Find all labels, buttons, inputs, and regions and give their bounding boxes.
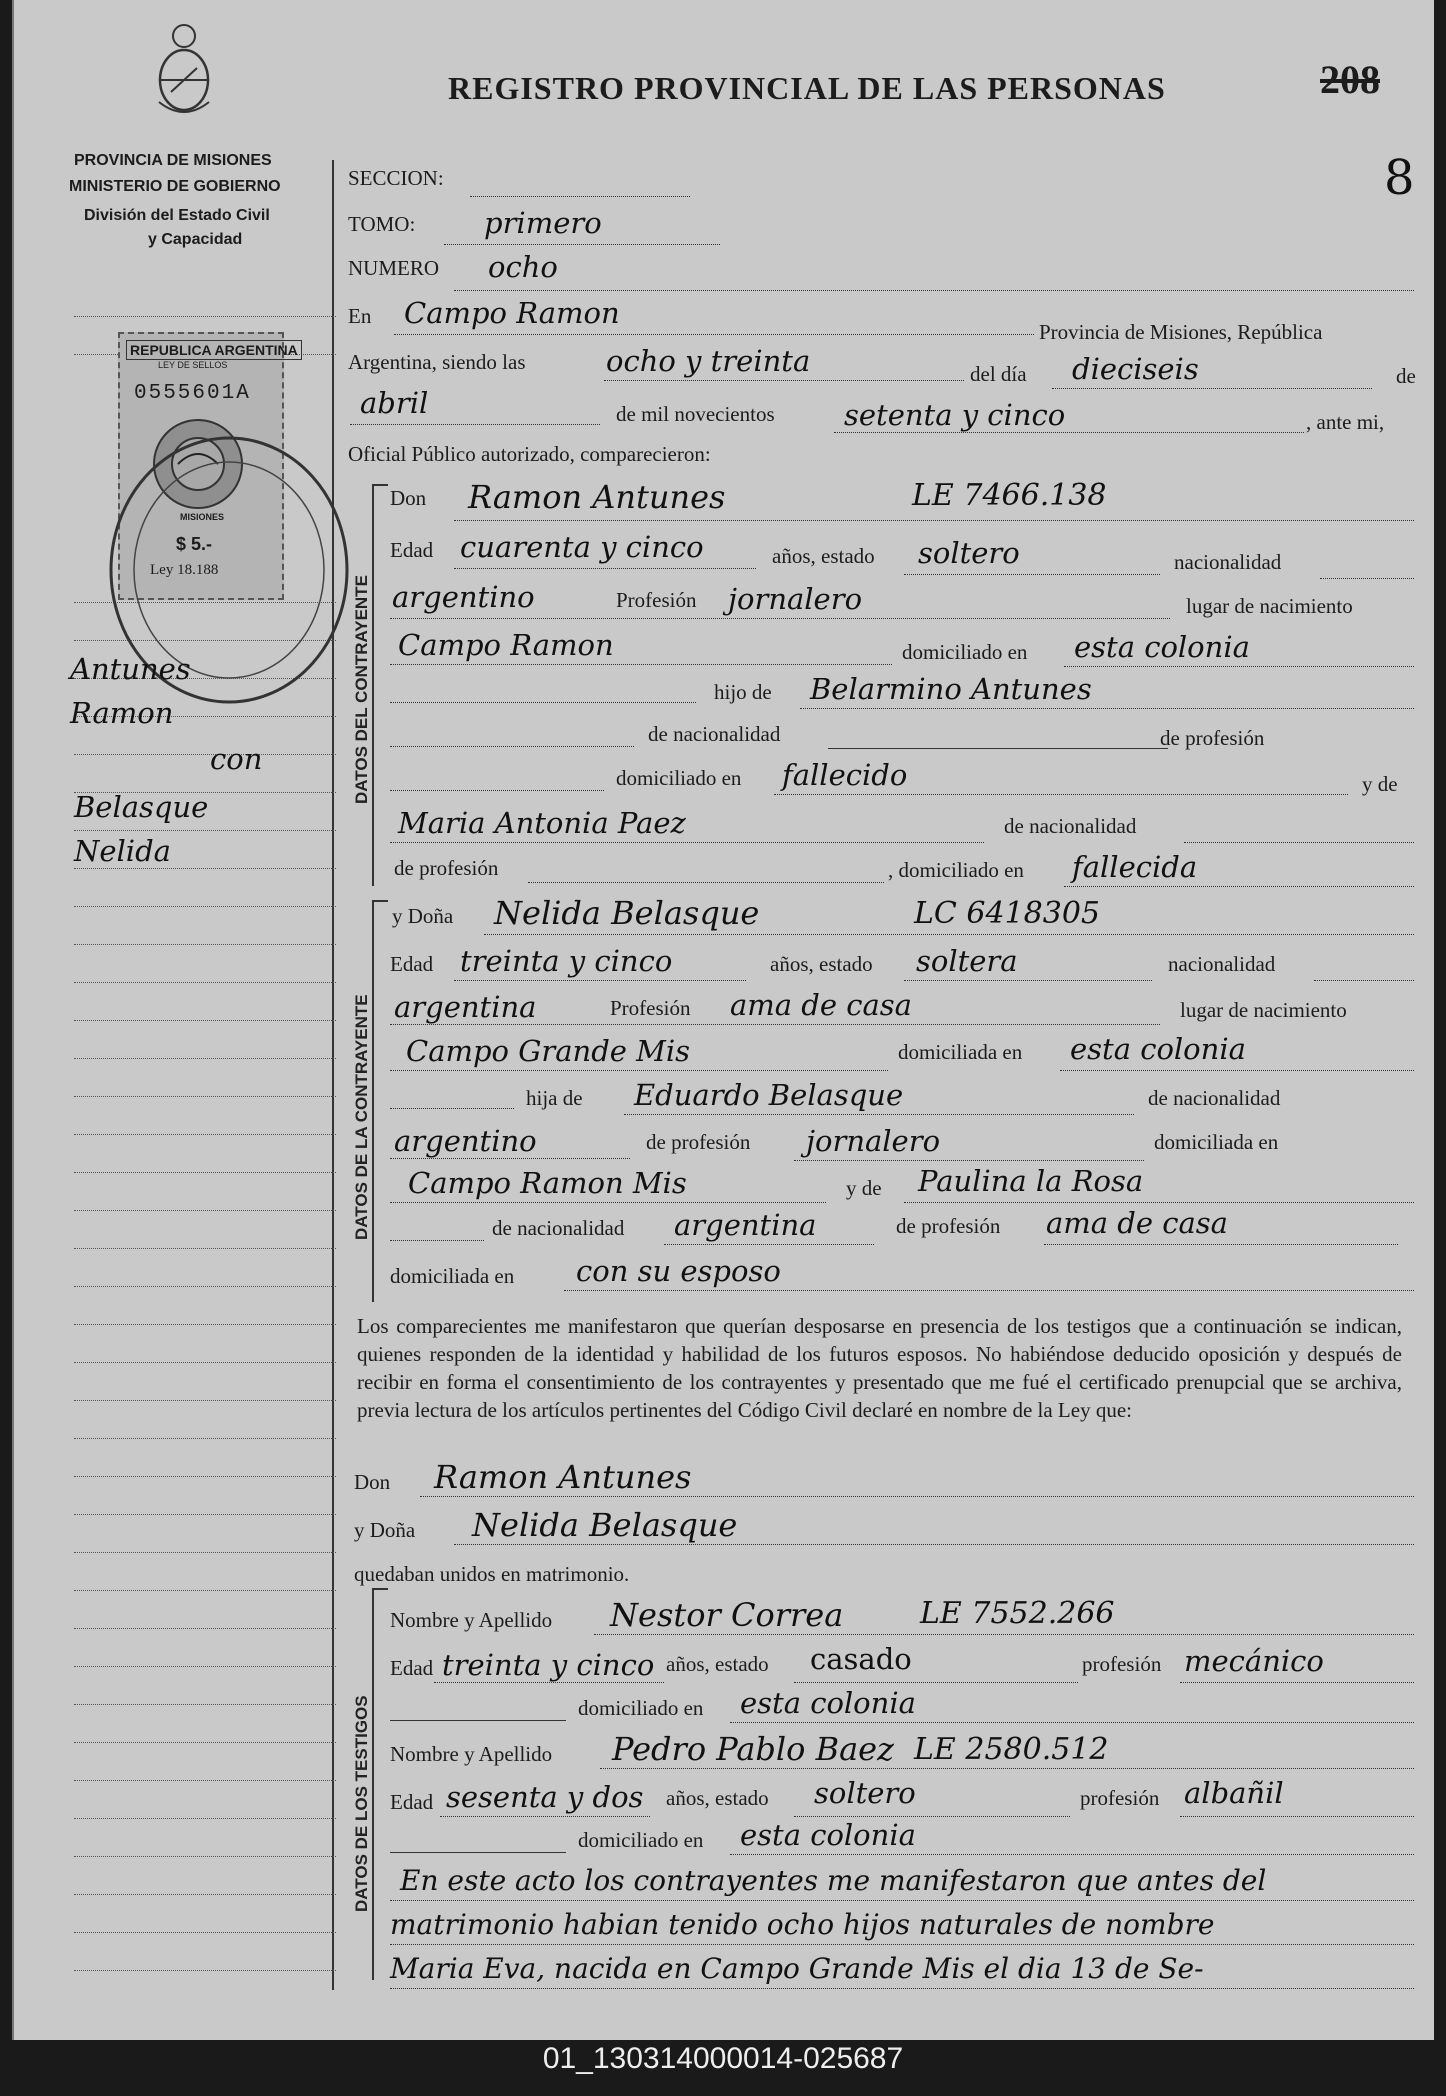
bride-lugar: Campo Grande Mis xyxy=(406,1034,691,1068)
de-label: de xyxy=(1396,364,1416,388)
bride-de-profesion2-label: de profesión xyxy=(896,1214,1001,1238)
numero-label: NUMERO xyxy=(348,256,440,280)
note-line-3: Maria Eva, nacida en Campo Grande Mis el dia 13 de Se- xyxy=(390,1952,1204,1985)
bride-padre: Eduardo Belasque xyxy=(634,1078,904,1112)
groom-de-profesion2-label: de profesión xyxy=(394,856,499,880)
ante-mi-label: , ante mi, xyxy=(1306,410,1385,434)
bride-lugar-label: lugar de nacimiento xyxy=(1180,998,1347,1022)
margin-note-line-1: Antunes xyxy=(70,652,191,686)
del-dia-label: del día xyxy=(970,362,1027,386)
groom-profesion-label: Profesión xyxy=(616,588,697,612)
bride-name: Nelida Belasque xyxy=(494,894,760,932)
union-dona-label: y Doña xyxy=(354,1518,416,1542)
groom-edad-label: Edad xyxy=(390,538,434,562)
folio-number: 8 xyxy=(1384,150,1415,206)
anio-value: setenta y cinco xyxy=(844,398,1066,432)
witness2-anos-estado-label: años, estado xyxy=(666,1786,769,1810)
section-label-testigos: DATOS DE LOS TESTIGOS xyxy=(352,1695,371,1912)
witness1-doc: LE 7552.266 xyxy=(920,1596,1115,1631)
bride-padre-domicilio: Campo Ramon Mis xyxy=(408,1166,687,1200)
groom-madre: Maria Antonia Paez xyxy=(398,806,686,840)
oficial-text: Oficial Público autorizado, comparecieron: xyxy=(348,442,711,466)
witness2-name: Pedro Pablo Baez xyxy=(612,1730,894,1768)
bride-edad: treinta y cinco xyxy=(460,944,673,978)
witness1-domicilio: esta colonia xyxy=(740,1686,916,1720)
bride-anos-estado-label: años, estado xyxy=(770,952,873,976)
bride-domiciliada-label: domiciliada en xyxy=(898,1040,1023,1064)
witness1-estado: casado xyxy=(810,1642,912,1676)
groom-y-de-label: y de xyxy=(1362,772,1398,796)
bride-domiciliada-en3-label: domiciliada en xyxy=(390,1264,515,1288)
groom-de-nacionalidad2-label: de nacionalidad xyxy=(1004,814,1137,838)
union-don-name: Ramon Antunes xyxy=(434,1458,692,1496)
org-line-1: PROVINCIA DE MISIONES xyxy=(74,152,272,169)
bride-profesion-label: Profesión xyxy=(610,996,691,1020)
witness2-domiciliado-label: domiciliado en xyxy=(578,1828,704,1852)
groom-de-nacionalidad-label: de nacionalidad xyxy=(648,722,781,746)
bride-madre-domicilio: con su esposo xyxy=(576,1254,781,1288)
section-label-contrayenta: DATOS DE LA CONTRAYENTE xyxy=(352,994,371,1240)
stamp-law: Ley 18.188 xyxy=(150,562,219,578)
struck-page-number: 208 xyxy=(1320,57,1380,102)
coat-of-arms-icon xyxy=(149,22,219,122)
bride-madre: Paulina la Rosa xyxy=(918,1164,1144,1198)
bride-nacionalidad-label: nacionalidad xyxy=(1168,952,1276,976)
groom-domiciliado-label: domiciliado en xyxy=(902,640,1028,664)
margin-note-line-2: Ramon xyxy=(70,696,174,730)
witness1-edad-label: Edad xyxy=(390,1656,434,1680)
province-text: Provincia de Misiones, República xyxy=(1039,320,1323,344)
bride-hija-label: hija de xyxy=(526,1086,583,1110)
stamp-sub-text: LEY DE SELLOS xyxy=(158,360,228,370)
margin-note-line-5: Nelida xyxy=(74,834,171,868)
witness1-nombre-label: Nombre y Apellido xyxy=(390,1608,553,1632)
groom-domicilio: esta colonia xyxy=(1074,630,1250,664)
groom-profesion: jornalero xyxy=(728,582,863,616)
witness2-edad: sesenta y dos xyxy=(446,1780,644,1814)
union-dona-name: Nelida Belasque xyxy=(472,1506,738,1544)
bride-de-nacionalidad2-label: de nacionalidad xyxy=(492,1216,625,1240)
margin-note-line-3: con xyxy=(210,742,263,776)
stamp-seal-word: MISIONES xyxy=(180,512,225,522)
groom-padre-domicilio: fallecido xyxy=(782,758,908,792)
union-quedaban-text: quedaban unidos en matrimonio. xyxy=(354,1562,630,1586)
note-line-2: matrimonio habian tenido ocho hijos naturales de nombre xyxy=(390,1908,1215,1941)
bride-doc: LC 6418305 xyxy=(914,896,1101,931)
mes-value: abril xyxy=(360,386,429,420)
bride-nacionalidad: argentina xyxy=(394,990,537,1024)
bride-madre-profesion: ama de casa xyxy=(1046,1206,1228,1240)
groom-domiciliado-en3-label: , domiciliado en xyxy=(888,858,1024,882)
margin-note-line-4: Belasque xyxy=(74,790,209,824)
groom-don-label: Don xyxy=(390,486,427,510)
groom-padre: Belarmino Antunes xyxy=(810,672,1092,706)
org-line-2: MINISTERIO DE GOBIERNO xyxy=(69,178,281,195)
register-page xyxy=(12,0,1434,2040)
witness1-name: Nestor Correa xyxy=(610,1596,844,1634)
bride-estado: soltera xyxy=(916,944,1018,978)
bride-madre-nacionalidad: argentina xyxy=(674,1208,817,1242)
groom-lugar-label: lugar de nacimiento xyxy=(1186,594,1353,618)
witness1-profesion: mecánico xyxy=(1184,1644,1324,1678)
tomo-value: primero xyxy=(484,206,602,240)
de-mil-label: de mil novecientos xyxy=(616,402,775,426)
groom-edad: cuarenta y cinco xyxy=(460,530,704,564)
groom-estado: soltero xyxy=(918,536,1020,570)
groom-nacionalidad: argentino xyxy=(392,580,535,614)
stamp-top-text: REPUBLICA ARGENTINA xyxy=(126,340,302,360)
bride-profesion: ama de casa xyxy=(730,988,912,1022)
groom-doc: LE 7466.138 xyxy=(912,478,1107,513)
groom-hijo-label: hijo de xyxy=(714,680,772,704)
bride-padre-nacionalidad: argentino xyxy=(394,1124,537,1158)
en-label: En xyxy=(348,304,372,328)
bride-domiciliada-en2-label: domiciliada en xyxy=(1154,1130,1279,1154)
seccion-label: SECCION: xyxy=(348,166,444,190)
witness2-nombre-label: Nombre y Apellido xyxy=(390,1742,553,1766)
bride-de-nacionalidad-label: de nacionalidad xyxy=(1148,1086,1281,1110)
groom-domiciliado-en2-label: domiciliado en xyxy=(616,766,742,790)
argentina-text: Argentina, siendo las xyxy=(348,350,526,374)
bride-dona-label: y Doña xyxy=(392,904,454,928)
contrayente-bracket xyxy=(372,484,388,886)
groom-anos-estado-label: años, estado xyxy=(772,544,875,568)
witness2-domicilio: esta colonia xyxy=(740,1818,916,1852)
groom-lugar: Campo Ramon xyxy=(398,628,614,662)
numero-value: ocho xyxy=(488,250,558,284)
hora-value: ocho y treinta xyxy=(606,344,811,378)
witness2-estado: soltero xyxy=(814,1776,916,1810)
groom-nacionalidad-label: nacionalidad xyxy=(1174,550,1282,574)
section-label-contrayente: DATOS DEL CONTRAYENTE xyxy=(352,575,371,804)
image-caption: 01_130314000014-025687 xyxy=(542,2042,904,2075)
witness2-profesion-label: profesión xyxy=(1080,1786,1160,1810)
groom-madre-domicilio: fallecida xyxy=(1072,850,1198,884)
org-line-4: y Capacidad xyxy=(148,231,243,248)
groom-name: Ramon Antunes xyxy=(468,478,726,516)
testigos-bracket xyxy=(372,1588,388,1980)
en-value: Campo Ramon xyxy=(404,296,620,330)
page-title: REGISTRO PROVINCIAL DE LAS PERSONAS xyxy=(448,70,1166,106)
declaration-paragraph: Los comparecientes me manifestaron que querían desposarse en presencia de los testigos que a continuación se indican, quienes responden de la identidad y habilidad de los futuros esposos. No habiéndose deducido oposición y después de recibir en forma el consentimiento de los contrayentes y presentado que me fué el certificado prenupcial que se archiva, previa lectura de los artículos pertinentes del Código Civil declaré en nombre de la Ley que: xyxy=(357,1314,1402,1422)
union-don-label: Don xyxy=(354,1470,391,1494)
bride-domicilio: esta colonia xyxy=(1070,1032,1246,1066)
tomo-label: TOMO: xyxy=(348,212,416,236)
witness2-edad-label: Edad xyxy=(390,1790,434,1814)
witness1-anos-estado-label: años, estado xyxy=(666,1652,769,1676)
groom-de-profesion-label: de profesión xyxy=(1160,726,1265,750)
org-line-3: División del Estado Civil xyxy=(84,207,270,224)
stamp-value: $ 5.- xyxy=(176,534,213,554)
dia-value: dieciseis xyxy=(1072,352,1199,386)
bride-de-profesion-label: de profesión xyxy=(646,1130,751,1154)
contrayenta-bracket xyxy=(372,900,388,1302)
witness1-edad: treinta y cinco xyxy=(442,1648,655,1682)
stamp-serial: 0555601A xyxy=(134,382,251,405)
bride-edad-label: Edad xyxy=(390,952,434,976)
witness1-profesion-label: profesión xyxy=(1082,1652,1162,1676)
bride-y-de-label: y de xyxy=(846,1176,882,1200)
witness2-profesion: albañil xyxy=(1184,1776,1284,1810)
bride-padre-profesion: jornalero xyxy=(806,1124,941,1158)
note-line-1: En este acto los contrayentes me manifestaron que antes del xyxy=(400,1864,1267,1897)
witness2-doc: LE 2580.512 xyxy=(914,1732,1109,1767)
witness1-domiciliado-label: domiciliado en xyxy=(578,1696,704,1720)
